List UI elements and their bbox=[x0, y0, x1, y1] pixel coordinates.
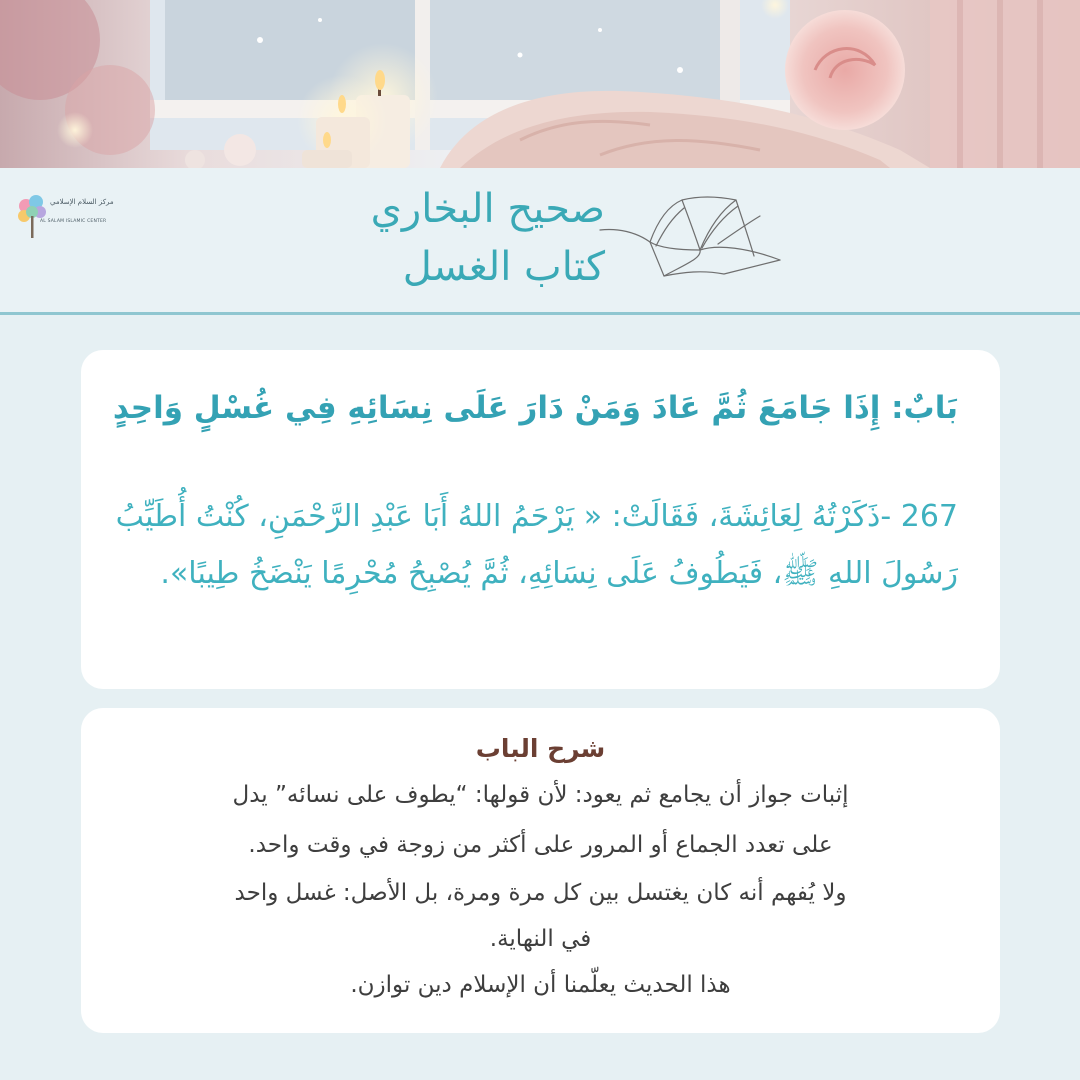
chapter-title: كتاب الغسل bbox=[402, 244, 605, 290]
sharh-line: هذا الحديث يعلّمنا أن الإسلام دين توازن. bbox=[350, 972, 731, 998]
sharh-line: ولا يُفهم أنه كان يغتسل بين كل مرة ومرة، بل الأصل: غسل واحد bbox=[234, 880, 847, 906]
hadith-card bbox=[81, 350, 1000, 689]
book-title: صحيح البخاري bbox=[370, 186, 605, 232]
header-photo bbox=[0, 0, 1080, 168]
bab-heading: بَابٌ: إِذَا جَامَعَ ثُمَّ عَادَ وَمَنْ دَارَ عَلَى نِسَائِهِ فِي غُسْلٍ وَاحِدٍ bbox=[112, 390, 958, 426]
tree-logo-icon bbox=[12, 190, 52, 242]
logo-name-en: AL SALAM ISLAMIC CENTER bbox=[40, 219, 107, 224]
sharh-line: على تعدد الجماع أو المرور على أكثر من زوجة في وقت واحد. bbox=[248, 832, 833, 858]
sharh-line: إثبات جواز أن يجامع ثم يعود: لأن قولها: “يطوف على نسائه” يدل bbox=[232, 782, 849, 808]
open-book-icon bbox=[598, 186, 784, 282]
hadith-text: 267 -ذَكَرْتُهُ لِعَائِشَةَ، فَقَالَتْ: « يَرْحَمُ اللهُ أَبَا عَبْدِ الرَّحْمَنِ، كُنْتُ أُطَيِّبُ رَسُولَ اللهِ ﷺ، فَيَطُوفُ عَلَى نِسَائِهِ، ثُمَّ يُصْبِحُ مُحْرِمًا يَنْضَخُ طِيبًا». bbox=[115, 499, 958, 591]
sharh-line: في النهاية. bbox=[489, 926, 592, 952]
center-logo bbox=[12, 190, 114, 242]
sharh-card bbox=[81, 708, 1000, 1033]
logo-name-ar: مركز السلام الإسلامي bbox=[50, 198, 114, 206]
sharh-title: شرح الباب bbox=[475, 734, 606, 763]
